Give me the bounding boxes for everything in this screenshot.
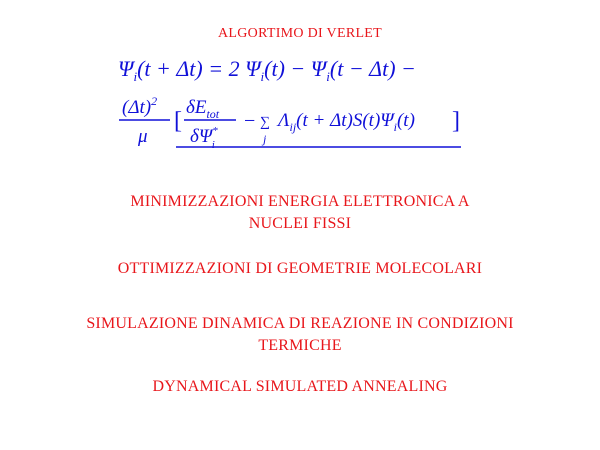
item-energy-minimization: MINIMIZZAZIONI ENERGIA ELETTRONICA A NUCLEI FISSI	[130, 193, 470, 232]
verlet-formula	[0, 46, 600, 156]
close-bracket: ]	[452, 108, 460, 134]
item-geometry-optimization: OTTIMIZZAZIONI DI GEOMETRIE MOLECOLARI	[117, 260, 483, 277]
svg-text:∑: ∑	[260, 115, 270, 130]
svg-text:δΨ*i: δΨ* i	[190, 125, 218, 151]
item-dynamic-simulation: SIMULAZIONE DINAMICA DI REAZIONE IN CONDIZIONI TERMICHE	[86, 315, 514, 354]
psi-term-3: Ψ	[310, 56, 327, 81]
svg-text:j: j	[263, 132, 267, 146]
fraction-dt-over-mu	[119, 94, 170, 147]
svg-text:Ψi(t + Δt) = 2 Ψi(t) − Ψi(t: $\Psi_i(t + \Delta t) = 2$ $\Psi_i(t) - \Psi_i(t - \Delta t)$ −	[118, 56, 416, 84]
item-simulated-annealing: DYNAMICAL SIMULATED ANNEALING	[152, 378, 448, 395]
psi-term-1: Ψ	[118, 56, 134, 81]
fraction-energy-derivative	[184, 97, 236, 151]
slide-title: ALGORTIMO DI VERLET	[217, 26, 383, 41]
svg-text:(Δt)2: $(\Delta t)^2$	[122, 94, 158, 118]
svg-text:μ: μ	[138, 126, 148, 147]
lambda-term: $\Lambda_{ij}(t + \Delta t)S(t)\Psi_i(t)$	[278, 110, 415, 134]
summation	[260, 115, 270, 146]
minus-sign: −	[244, 110, 256, 132]
open-bracket: [	[174, 108, 182, 134]
formula-line-1	[118, 56, 416, 84]
psi-term-2: Ψ	[245, 56, 261, 81]
svg-text:δEtot: $\delta E_{tot}$	[186, 97, 220, 121]
